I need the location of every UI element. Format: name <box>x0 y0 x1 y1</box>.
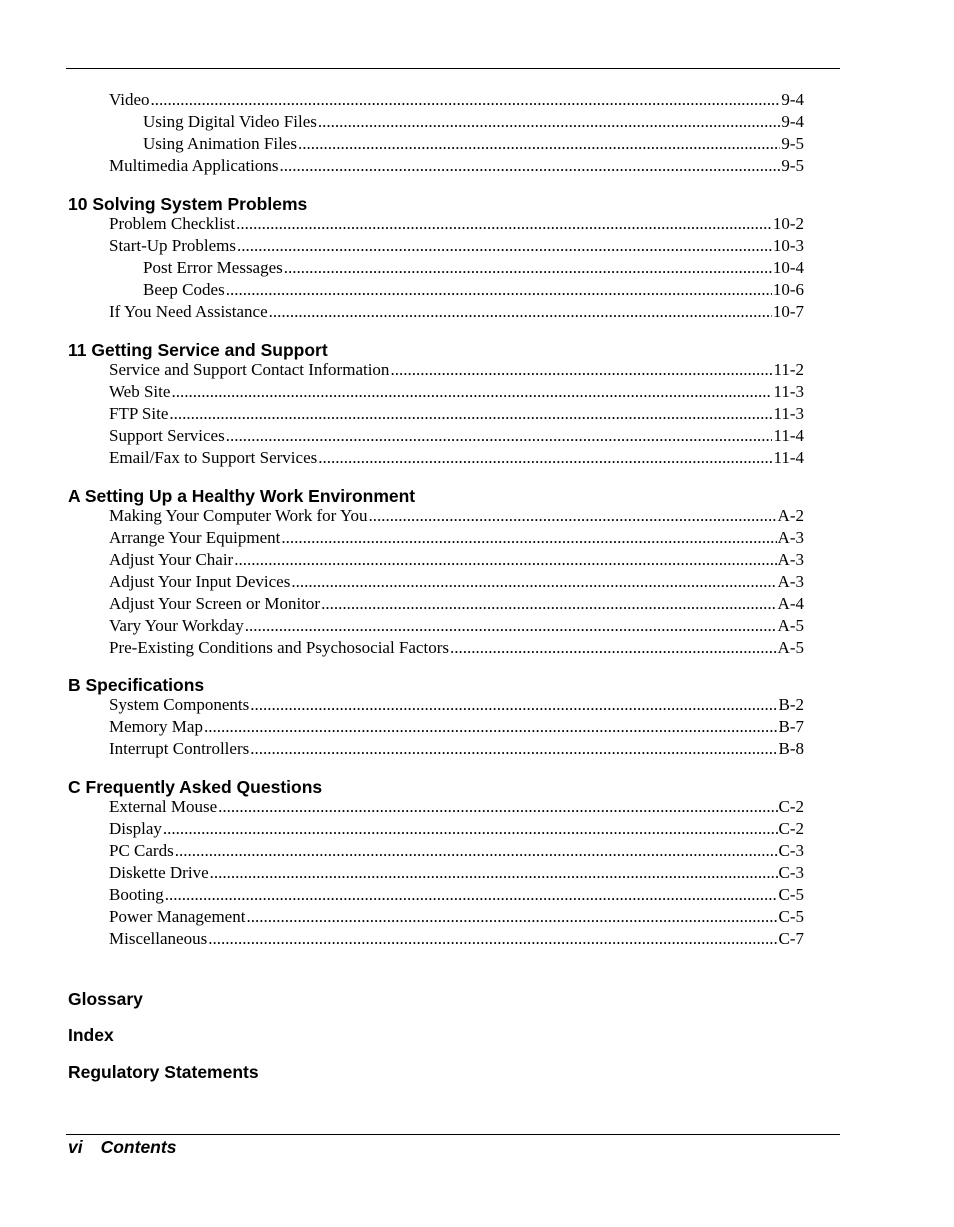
dot-leader <box>280 155 781 177</box>
toc-entry[interactable] <box>109 615 804 637</box>
dot-leader <box>169 403 772 425</box>
toc-entry-page: A-5 <box>777 638 804 657</box>
toc-entry-label: Making Your Computer Work for You <box>109 506 368 525</box>
dot-leader <box>281 527 776 549</box>
toc-entry-page: 10-3 <box>772 236 804 255</box>
toc-entry-page: C-3 <box>778 863 804 882</box>
toc-entry[interactable] <box>109 571 804 593</box>
bottom-rule <box>66 1134 840 1135</box>
toc-entry[interactable] <box>143 279 804 301</box>
toc-entry-label: Post Error Messages <box>143 258 283 277</box>
section-heading: C Frequently Asked Questions <box>68 777 323 797</box>
toc-entry-label: Display <box>109 819 162 838</box>
dot-leader <box>237 235 772 257</box>
dot-leader <box>369 505 777 527</box>
dot-leader <box>210 862 778 884</box>
dot-leader <box>175 840 778 862</box>
section-heading: A Setting Up a Healthy Work Environment <box>68 486 416 506</box>
toc-entry-page: B-7 <box>778 717 804 736</box>
toc-entry-label: Start-Up Problems <box>109 236 237 255</box>
toc-entry-page: 11-2 <box>773 360 804 379</box>
toc-entry[interactable] <box>109 637 804 659</box>
dot-leader <box>204 716 778 738</box>
toc-entry-label: Web Site <box>109 382 171 401</box>
toc-entry-page: B-8 <box>778 739 804 758</box>
toc-entry-label: Adjust Your Chair <box>109 550 234 569</box>
toc-entry-page: C-5 <box>778 885 804 904</box>
toc-entry-label: Memory Map <box>109 717 203 736</box>
toc-entry[interactable] <box>109 716 804 738</box>
toc-entry-page: 11-4 <box>773 448 804 467</box>
toc-entry-page: C-2 <box>778 797 804 816</box>
toc-entry-label: Email/Fax to Support Services <box>109 448 318 467</box>
back-matter-heading[interactable]: Regulatory Statements <box>68 1062 259 1082</box>
toc-entry[interactable] <box>109 155 804 177</box>
dot-leader <box>250 694 777 716</box>
toc-entry-label: Support Services <box>109 426 225 445</box>
dot-leader <box>234 549 776 571</box>
toc-entry-label: Using Digital Video Files <box>143 112 317 131</box>
dot-leader <box>171 381 772 403</box>
toc-entry[interactable] <box>143 133 804 155</box>
toc-entry[interactable] <box>109 403 804 425</box>
toc-entry[interactable] <box>109 527 804 549</box>
dot-leader <box>151 89 781 111</box>
toc-entry[interactable] <box>109 862 804 884</box>
toc-entry-label: Using Animation Files <box>143 134 297 153</box>
toc-entry-page: C-3 <box>778 841 804 860</box>
toc-entry[interactable] <box>109 906 804 928</box>
dot-leader <box>246 906 777 928</box>
toc-entry[interactable] <box>109 425 804 447</box>
toc-entry-label: Power Management <box>109 907 246 926</box>
toc-entry-label: FTP Site <box>109 404 169 423</box>
toc-entry-label: Arrange Your Equipment <box>109 528 281 547</box>
back-matter-heading[interactable]: Index <box>68 1025 114 1045</box>
toc-entry-page: C-5 <box>778 907 804 926</box>
dot-leader <box>245 615 777 637</box>
back-matter-heading[interactable]: Glossary <box>68 989 143 1009</box>
toc-entry[interactable] <box>109 694 804 716</box>
toc-entry[interactable] <box>109 593 804 615</box>
dot-leader <box>208 928 777 950</box>
toc-entry[interactable] <box>109 447 804 469</box>
toc-entry-page: 9-4 <box>781 90 804 109</box>
dot-leader <box>284 257 772 279</box>
toc-entry[interactable] <box>109 235 804 257</box>
section-heading: 10 Solving System Problems <box>68 194 308 214</box>
toc-entry-label: Miscellaneous <box>109 929 208 948</box>
toc-entry-page: C-2 <box>778 819 804 838</box>
dot-leader <box>390 359 772 381</box>
toc-entry-page: A-3 <box>777 572 804 591</box>
toc-entry-label: Problem Checklist <box>109 214 236 233</box>
toc-entry-page: 10-2 <box>772 214 804 233</box>
toc-entry-page: 10-6 <box>772 280 804 299</box>
toc-entry[interactable] <box>109 213 804 235</box>
dot-leader <box>250 738 777 760</box>
footer-title: Contents <box>100 1137 177 1157</box>
dot-leader <box>226 425 773 447</box>
toc-entry-label: Adjust Your Screen or Monitor <box>109 594 321 613</box>
toc-entry-page: A-5 <box>777 616 804 635</box>
dot-leader <box>163 818 778 840</box>
toc-entry-label: Interrupt Controllers <box>109 739 250 758</box>
toc-entry-page: 11-3 <box>773 404 804 423</box>
dot-leader <box>291 571 776 593</box>
section-heading: B Specifications <box>68 675 205 695</box>
section-heading: 11 Getting Service and Support <box>68 340 328 360</box>
dot-leader <box>226 279 772 301</box>
toc-entry-label: Vary Your Workday <box>109 616 244 635</box>
toc-entry-page: 10-7 <box>772 302 804 321</box>
toc-entry-label: PC Cards <box>109 841 174 860</box>
toc-entry-label: Multimedia Applications <box>109 156 279 175</box>
toc-entry-label: Beep Codes <box>143 280 225 299</box>
toc-entry[interactable] <box>143 111 804 133</box>
toc-entry[interactable] <box>109 359 804 381</box>
toc-entry[interactable] <box>109 505 804 527</box>
toc-entry[interactable] <box>109 301 804 323</box>
toc-entry-page: A-2 <box>777 506 804 525</box>
toc-entry-page: A-4 <box>777 594 804 613</box>
toc-entry[interactable] <box>109 884 804 906</box>
dot-leader <box>236 213 772 235</box>
dot-leader <box>298 133 780 155</box>
dot-leader <box>165 884 778 906</box>
toc-entry-page: 10-4 <box>772 258 804 277</box>
toc-entry-label: Booting <box>109 885 164 904</box>
toc-entry[interactable] <box>109 928 804 950</box>
toc-entry-label: Pre-Existing Conditions and Psychosocial Factors <box>109 638 449 657</box>
toc-entry[interactable] <box>109 549 804 571</box>
toc-entry-page: 9-5 <box>781 134 804 153</box>
toc-entry-label: Adjust Your Input Devices <box>109 572 291 591</box>
dot-leader <box>318 111 780 133</box>
dot-leader <box>269 301 772 323</box>
dot-leader <box>318 447 772 469</box>
toc-entry[interactable] <box>109 738 804 760</box>
toc-entry-page: A-3 <box>777 528 804 547</box>
toc-entry-page: C-7 <box>778 929 804 948</box>
toc-entry[interactable] <box>109 840 804 862</box>
toc-entry-label: Diskette Drive <box>109 863 209 882</box>
toc-entry[interactable] <box>109 796 804 818</box>
dot-leader <box>450 637 777 659</box>
dot-leader <box>218 796 777 818</box>
toc-entry-page: B-2 <box>778 695 804 714</box>
toc-entry[interactable] <box>109 381 804 403</box>
toc-entry[interactable] <box>109 89 804 111</box>
toc-entry-page: A-3 <box>777 550 804 569</box>
page-footer <box>68 1136 176 1158</box>
toc-entry-page: 11-3 <box>773 382 804 401</box>
toc-entry-label: Video <box>109 90 150 109</box>
footer-page-number: vi <box>68 1137 83 1157</box>
toc-entry-label: Service and Support Contact Information <box>109 360 390 379</box>
toc-entry-label: External Mouse <box>109 797 218 816</box>
toc-entry-page: 11-4 <box>773 426 804 445</box>
toc-entry-label: System Components <box>109 695 250 714</box>
dot-leader <box>321 593 776 615</box>
toc-entry-label: If You Need Assistance <box>109 302 268 321</box>
toc-entry[interactable] <box>143 257 804 279</box>
toc-entry-page: 9-5 <box>781 156 804 175</box>
toc-entry-page: 9-4 <box>781 112 804 131</box>
toc-entry[interactable] <box>109 818 804 840</box>
